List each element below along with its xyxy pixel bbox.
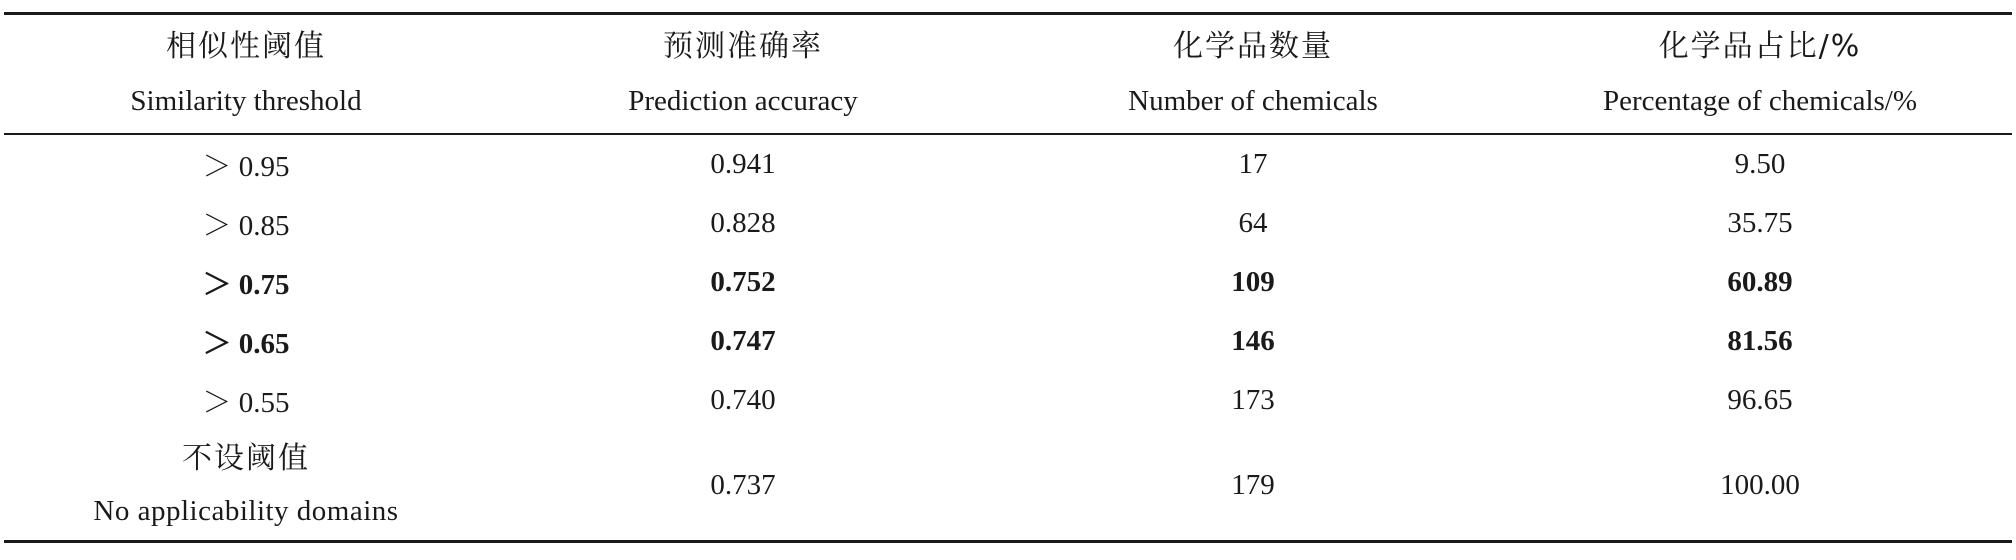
table-row (4, 371, 2012, 430)
threshold-cell: ＞ 0.55 (202, 387, 290, 419)
threshold-cell: ＞ 0.95 (202, 151, 290, 183)
header-number-of-chemicals (998, 14, 1508, 135)
header-en-label: Percentage of chemicals/% (1602, 85, 1917, 117)
header-cn-label: 化学品数量 (1173, 29, 1333, 64)
similarity-threshold-table (4, 12, 2012, 543)
count-cell: 146 (1231, 325, 1275, 357)
header-percentage-of-chemicals (1508, 14, 2012, 135)
percentage-cell: 100.00 (1508, 430, 2012, 542)
percentage-cell: 35.75 (1727, 207, 1793, 239)
threshold-cell: ＞ 0.65 (202, 328, 290, 360)
header-en-label: Number of chemicals (1128, 85, 1378, 117)
table-row (4, 194, 2012, 253)
count-cell: 173 (1231, 384, 1275, 416)
percentage-cell: 96.65 (1727, 384, 1793, 416)
table-row-highlighted (4, 312, 2012, 371)
percentage-cell: 81.56 (1727, 325, 1793, 357)
threshold-cell: ＞ 0.85 (202, 210, 290, 242)
header-similarity-threshold (4, 14, 488, 135)
threshold-cell: ＞ 0.75 (202, 269, 290, 301)
table-row-highlighted (4, 253, 2012, 312)
percentage-cell: 60.89 (1727, 266, 1793, 298)
accuracy-cell: 0.752 (710, 266, 776, 298)
header-en-label: Prediction accuracy (628, 85, 858, 117)
threshold-cn-label: 不设阈值 (182, 441, 310, 476)
count-cell: 109 (1231, 266, 1275, 298)
accuracy-cell: 0.747 (710, 325, 776, 357)
table-row (4, 134, 2012, 194)
header-cn-label: 相似性阈值 (166, 29, 326, 64)
header-cn-label: 化学品占比/% (1658, 29, 1862, 64)
accuracy-cell: 0.828 (710, 207, 776, 239)
threshold-en-label: No applicability domains (93, 495, 399, 527)
header-cn-label: 预测准确率 (663, 29, 823, 64)
count-cell: 64 (1238, 207, 1268, 239)
table-body (4, 134, 2012, 542)
header-row (4, 14, 2012, 135)
header-en-label: Similarity threshold (130, 85, 362, 117)
table-row-no-threshold (4, 430, 2012, 542)
percentage-cell: 9.50 (1734, 148, 1786, 180)
count-cell: 17 (1238, 148, 1268, 180)
count-cell: 179 (998, 430, 1508, 542)
threshold-cell (4, 430, 488, 542)
accuracy-cell: 0.941 (710, 148, 776, 180)
header-prediction-accuracy (488, 14, 998, 135)
accuracy-cell: 0.740 (710, 384, 776, 416)
accuracy-cell: 0.737 (488, 430, 998, 542)
table-header (4, 14, 2012, 135)
